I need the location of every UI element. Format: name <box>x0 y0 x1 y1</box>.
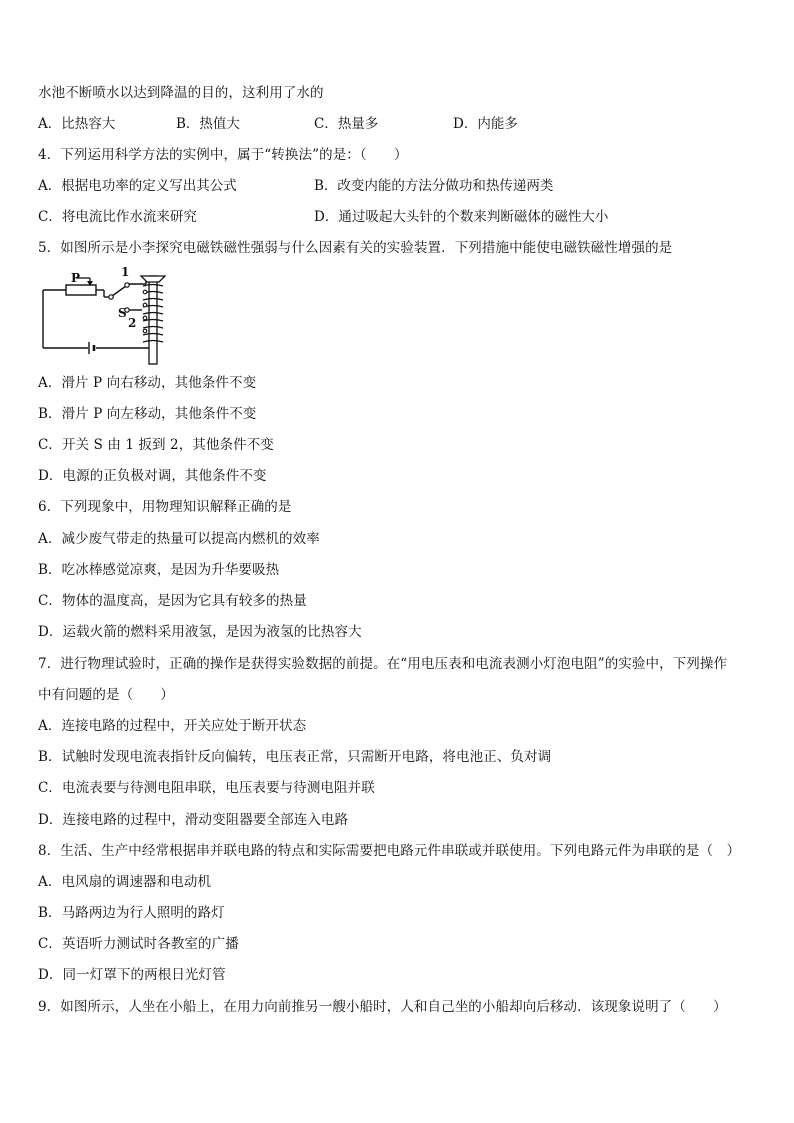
label-s: S <box>118 306 127 320</box>
q6-option-a: A．减少废气带走的热量可以提高内燃机的效率 <box>38 531 320 547</box>
q5-option-d: D．电源的正负极对调，其他条件不变 <box>38 468 267 484</box>
q7-stem-line2: 中有问题的是（ ） <box>38 687 174 703</box>
q7-stem-line1: 7．进行物理试验时，正确的操作是获得实验数据的前提。在“用电压表和电流表测小灯泡电阻”的实验中，下列操作 <box>38 656 728 672</box>
q7-option-d: D．连接电路的过程中，滑动变阻器要全部连入电路 <box>38 812 349 828</box>
q8-option-c: C．英语听力测试时各教室的广播 <box>38 936 239 952</box>
q5-circuit-figure <box>38 264 178 368</box>
q8-option-a: A．电风扇的调速器和电动机 <box>38 874 212 890</box>
q4-option-b: B．改变内能的方法分做功和热传递两类 <box>314 178 554 194</box>
q6-option-d: D．运载火箭的燃料采用液氢，是因为液氢的比热容大 <box>38 624 362 640</box>
q8-stem: 8．生活、生产中经常根据串并联电路的特点和实际需要把电路元件串联或并联使用。下列电路元件为串联的是（ ） <box>38 843 741 859</box>
q4-option-c: C．将电流比作水流来研究 <box>38 209 197 225</box>
q9-stem: 9．如图所示，人坐在小船上，在用力向前推另一艘小船时，人和自己坐的小船却向后移动．该现象说明了（ ） <box>38 999 727 1015</box>
label-1: 1 <box>121 265 130 279</box>
q4-stem: 4．下列运用科学方法的实例中，属于“转换法”的是：（ ） <box>38 147 408 163</box>
q3-option-a: A．比热容大 <box>38 116 116 132</box>
q3-option-c: C．热量多 <box>314 116 379 132</box>
electromagnet-circuit-diagram <box>38 264 178 368</box>
q3-stem-tail: 水池不断喷水以达到降温的目的，这利用了水的 <box>38 85 324 101</box>
label-p: P <box>71 271 81 285</box>
q5-stem: 5．如图所示是小李探究电磁铁磁性强弱与什么因素有关的实验装置．下列措施中能使电磁铁磁性增强的是 <box>38 240 673 256</box>
q4-option-a: A．根据电功率的定义写出其公式 <box>38 178 237 194</box>
q7-option-a: A．连接电路的过程中，开关应处于断开状态 <box>38 718 307 734</box>
q3-option-b: B．热值大 <box>176 116 240 132</box>
q3-option-d: D．内能多 <box>453 116 518 132</box>
q5-option-a: A．滑片 P 向右移动，其他条件不变 <box>38 375 257 391</box>
q5-option-b: B．滑片 P 向左移动，其他条件不变 <box>38 406 257 422</box>
q4-option-d: D．通过吸起大头针的个数来判断磁体的磁性大小 <box>314 209 609 225</box>
q6-stem: 6．下列现象中，用物理知识解释正确的是 <box>38 499 292 515</box>
q8-option-b: B．马路两边为行人照明的路灯 <box>38 905 225 921</box>
switch-blade <box>112 286 126 296</box>
q5-option-c: C．开关 S 由 1 扳到 2，其他条件不变 <box>38 437 274 453</box>
q7-option-b: B．试触时发现电流表指针反向偏转，电压表正常，只需断开电路，将电池正、负对调 <box>38 749 552 765</box>
q8-option-d: D．同一灯罩下的两根日光灯管 <box>38 967 226 983</box>
rheostat <box>66 285 96 295</box>
q7-option-c: C．电流表要与待测电阻串联，电压表要与待测电阻并联 <box>38 780 375 796</box>
q6-option-c: C．物体的温度高，是因为它具有较多的热量 <box>38 593 307 609</box>
q6-option-b: B．吃冰棒感觉凉爽，是因为升华要吸热 <box>38 562 280 578</box>
label-2: 2 <box>128 316 137 330</box>
